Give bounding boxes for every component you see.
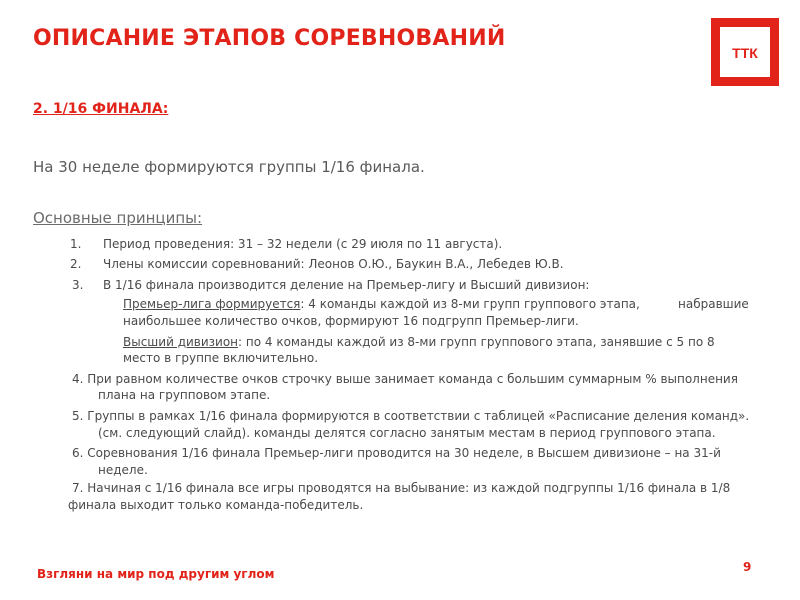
premier-league-line-2: наибольшее количество очков, формируют 16 подгрупп Премьер-лиги. (123, 314, 579, 328)
page-number: 9 (743, 560, 752, 574)
list-item-3-text: В 1/16 финала производится деление на Премьер-лигу и Высший дивизион: (103, 278, 590, 292)
higher-division-label: Высший дивизион (123, 335, 239, 349)
list-item-5-line-1: 5. Группы в рамках 1/16 финала формируются в соответствии с таблицей «Расписание деления команд». (72, 409, 750, 423)
premier-league-text: : 4 команды каждой из 8-ми групп группового этапа, (300, 297, 640, 311)
ttk-logo (711, 18, 779, 86)
premier-league-tail: набравшие (678, 297, 749, 311)
list-item-2-text: Члены комиссии соревнований: Леонов О.Ю., Баукин В.А., Лебедев Ю.В. (103, 257, 564, 271)
list-item-4-line-1: 4. При равном количестве очков строчку выше занимает команда с большим суммарным % выполнения (72, 372, 738, 386)
premier-league-label: Премьер-лига формируется (123, 297, 301, 311)
list-item-1-text: Период проведения: 31 – 32 недели (с 29 июля по 11 августа). (103, 237, 503, 251)
list-item-7-line-1: 7. Начиная с 1/16 финала все игры проводятся на выбывание: из каждой подгруппы 1/16 финала в 1/8 (72, 481, 731, 495)
footer-slogan: Взгляни на мир под другим углом (37, 567, 275, 581)
premier-league-line-1 (123, 296, 640, 313)
page-title: ОПИСАНИЕ ЭТАПОВ СОРЕВНОВАНИЙ (33, 26, 506, 51)
logo-text: ТТК (732, 45, 758, 61)
list-item-3-number: 3. (72, 278, 84, 292)
higher-division-line-1 (123, 334, 715, 351)
list-item-5-line-2: (см. следующий слайд). команды делятся согласно занятым местам в период группового этапа. (98, 426, 716, 440)
ttk-logo-mark (720, 27, 770, 77)
list-item-2-number: 2. (70, 257, 82, 271)
list-item-4-line-2: плана на групповом этапе. (98, 388, 271, 402)
intro-text: На 30 неделе формируются группы 1/16 финала. (33, 158, 425, 176)
list-item-6-line-2: неделе. (98, 463, 148, 477)
list-item-1-number: 1. (70, 237, 82, 251)
higher-division-line-2: место в группе включительно. (123, 351, 319, 365)
higher-division-text: : по 4 команды каждой из 8-ми групп группового этапа, занявшие с 5 по 8 (238, 335, 715, 349)
section-subtitle: 2. 1/16 ФИНАЛА: (33, 101, 169, 117)
list-item-7-line-2: финала выходит только команда-победитель. (68, 498, 364, 512)
list-item-6-line-1: 6. Соревнования 1/16 финала Премьер-лиги проводится на 30 неделе, в Высшем дивизионе – на 31-й (72, 446, 721, 460)
principles-heading: Основные принципы: (33, 209, 203, 227)
